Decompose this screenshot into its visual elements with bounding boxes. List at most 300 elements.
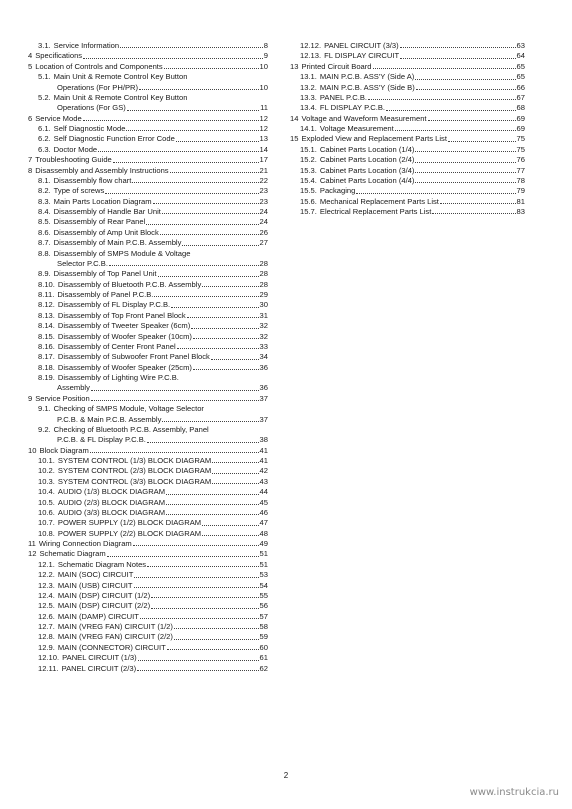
toc-entry-number: 8.10. bbox=[38, 279, 55, 289]
toc-entry[interactable] bbox=[28, 425, 268, 446]
toc-leader-dots bbox=[174, 628, 259, 629]
toc-left-column bbox=[28, 41, 268, 674]
toc-entry[interactable] bbox=[28, 373, 268, 394]
toc-entry-number: 10.6. bbox=[38, 507, 55, 517]
toc-entry-page: 14 bbox=[259, 144, 268, 154]
toc-leader-dots bbox=[202, 525, 258, 526]
toc-entry[interactable] bbox=[290, 176, 525, 186]
toc-entry-page: 41 bbox=[259, 445, 268, 455]
toc-leader-dots bbox=[83, 120, 259, 121]
toc-entry-title: Disassembly of Amp Unit Block bbox=[53, 227, 159, 237]
toc-entry-page: 32 bbox=[259, 331, 268, 341]
toc-entry[interactable] bbox=[28, 290, 268, 300]
toc-leader-dots bbox=[105, 193, 258, 194]
toc-leader-dots bbox=[212, 473, 258, 474]
toc-entry[interactable] bbox=[290, 197, 525, 207]
toc-leader-dots bbox=[211, 359, 259, 360]
toc-entry-page: 22 bbox=[259, 175, 268, 185]
toc-entry-number: 8.15. bbox=[38, 331, 55, 341]
toc-leader-dots bbox=[107, 556, 259, 557]
toc-entry[interactable] bbox=[28, 228, 268, 238]
toc-entry-number: 6.3. bbox=[38, 144, 51, 154]
toc-entry-title: Electrical Replacement Parts List bbox=[319, 207, 432, 216]
page-number: 2 bbox=[283, 771, 289, 780]
toc-entry-title: Printed Circuit Board bbox=[301, 61, 372, 71]
toc-entry-page: 46 bbox=[259, 507, 268, 517]
toc-entry-title: MAIN (DSP) CIRCUIT (1/2) bbox=[57, 590, 151, 600]
toc-entry[interactable] bbox=[290, 83, 525, 93]
toc-leader-dots bbox=[140, 618, 259, 619]
toc-entry-page: 79 bbox=[516, 186, 525, 196]
toc-entry-page: 56 bbox=[259, 601, 268, 611]
toc-entry-number: 15.6. bbox=[300, 196, 317, 206]
toc-entry[interactable] bbox=[290, 103, 525, 113]
toc-leader-dots bbox=[132, 182, 258, 183]
toc-entry-page: 67 bbox=[516, 92, 525, 102]
toc-entry[interactable] bbox=[28, 269, 268, 279]
toc-entry-number: 15.1. bbox=[300, 144, 317, 154]
toc-entry[interactable] bbox=[290, 114, 525, 124]
toc-entry-number: 9 bbox=[28, 393, 33, 403]
toc-entry-page: 77 bbox=[516, 165, 525, 175]
toc-leader-dots bbox=[138, 660, 259, 661]
toc-entry[interactable] bbox=[290, 166, 525, 176]
toc-entry-title-line: Disassembly of Lighting Wire P.C.B. bbox=[57, 373, 179, 382]
toc-leader-dots bbox=[174, 639, 259, 640]
toc-leader-dots bbox=[191, 328, 258, 329]
toc-leader-dots bbox=[212, 483, 258, 484]
toc-entry[interactable] bbox=[28, 487, 268, 497]
toc-entry-number: 12.9. bbox=[38, 642, 55, 652]
toc-leader-dots bbox=[153, 203, 259, 204]
toc-entry[interactable] bbox=[28, 217, 268, 227]
toc-leader-dots bbox=[386, 110, 516, 111]
toc-entry-number: 12.11. bbox=[38, 663, 59, 673]
toc-entry[interactable] bbox=[28, 238, 268, 248]
toc-leader-dots bbox=[415, 151, 515, 152]
toc-entry-title-line: Checking of SMPS Module, Voltage Selector bbox=[53, 404, 204, 414]
toc-entry[interactable] bbox=[28, 41, 268, 51]
toc-leader-dots bbox=[170, 172, 259, 173]
toc-entry-page: 36 bbox=[259, 362, 268, 372]
toc-entry[interactable] bbox=[28, 570, 268, 580]
toc-entry-title: Location of Controls and Components bbox=[35, 61, 163, 71]
toc-leader-dots bbox=[202, 286, 258, 287]
toc-leader-dots bbox=[139, 89, 259, 90]
toc-entry[interactable] bbox=[28, 508, 268, 518]
toc-entry[interactable] bbox=[28, 632, 268, 642]
toc-entry-title: MAIN (CONNECTOR) CIRCUIT bbox=[57, 642, 166, 652]
toc-entry-page: 28 bbox=[259, 258, 268, 268]
toc-entry-page: 51 bbox=[259, 559, 268, 569]
toc-leader-dots bbox=[171, 307, 258, 308]
toc-entry-page: 54 bbox=[259, 580, 268, 590]
toc-entry-title: Voltage Measurement bbox=[319, 124, 394, 133]
toc-entry[interactable] bbox=[28, 93, 268, 114]
toc-entry-page: 37 bbox=[259, 414, 268, 424]
toc-entry-title-line: Checking of Bluetooth P.C.B. Assembly, Panel bbox=[53, 424, 209, 434]
toc-entry-number: 3.1. bbox=[38, 41, 51, 50]
toc-entry[interactable] bbox=[28, 601, 268, 611]
toc-entry[interactable] bbox=[28, 591, 268, 601]
toc-entry-number: 12.5. bbox=[38, 601, 55, 611]
toc-entry-page: 28 bbox=[259, 279, 268, 289]
toc-entry-page: 63 bbox=[516, 41, 525, 50]
toc-entry-number: 13.2. bbox=[300, 82, 317, 92]
toc-entry[interactable] bbox=[28, 62, 268, 72]
toc-entry-page: 61 bbox=[259, 653, 268, 663]
toc-entry-number: 8.4. bbox=[38, 207, 51, 216]
toc-entry[interactable] bbox=[28, 363, 268, 373]
toc-entry-page: 37 bbox=[259, 393, 268, 403]
toc-entry-title: SYSTEM CONTROL (2/3) BLOCK DIAGRAM bbox=[57, 466, 212, 476]
toc-entry[interactable] bbox=[28, 332, 268, 342]
toc-entry-number: 12.4. bbox=[38, 590, 55, 600]
toc-entry[interactable] bbox=[28, 477, 268, 487]
toc-entry-number: 12.3. bbox=[38, 580, 55, 590]
toc-entry[interactable] bbox=[28, 456, 268, 466]
toc-leader-dots bbox=[162, 213, 259, 214]
watermark: www.instrukcia.ru bbox=[469, 787, 559, 798]
toc-entry-number: 8.3. bbox=[38, 196, 51, 206]
toc-leader-dots bbox=[400, 58, 515, 59]
toc-entry-title: Disassembly flow chart bbox=[53, 175, 132, 185]
toc-entry-title: Block Diagram bbox=[39, 445, 89, 455]
toc-entry-title: Disassembly of Panel P.C.B. bbox=[57, 290, 154, 299]
toc-entry-title: Disassembly of FL Display P.C.B. bbox=[57, 300, 171, 310]
toc-entry-title: POWER SUPPLY (1/2) BLOCK DIAGRAM bbox=[57, 518, 202, 528]
toc-entry-number: 12.1. bbox=[38, 559, 55, 569]
toc-entry[interactable] bbox=[28, 560, 268, 570]
toc-entry-page: 62 bbox=[259, 663, 268, 673]
toc-entry-page: 78 bbox=[516, 175, 525, 185]
toc-entry-page: 68 bbox=[516, 103, 525, 113]
toc-entry[interactable] bbox=[290, 207, 525, 217]
toc-leader-dots bbox=[137, 670, 258, 671]
toc-entry-page: 65 bbox=[516, 72, 525, 82]
toc-entry[interactable] bbox=[290, 155, 525, 165]
toc-entry-title: Doctor Mode bbox=[53, 144, 98, 154]
toc-entry-page: 49 bbox=[259, 539, 268, 548]
toc-entry-number: 5.2. bbox=[38, 92, 51, 102]
toc-leader-dots bbox=[158, 276, 259, 277]
toc-entry-page: 28 bbox=[259, 269, 268, 279]
toc-entry[interactable] bbox=[28, 280, 268, 290]
toc-entry-title: Self Diagnostic Mode bbox=[53, 124, 126, 133]
toc-entry-page: 31 bbox=[259, 310, 268, 320]
toc-leader-dots bbox=[193, 338, 259, 339]
toc-entry-page: 34 bbox=[259, 352, 268, 362]
toc-entry-title: Service Position bbox=[35, 393, 90, 403]
toc-entry-title: Type of screws bbox=[53, 186, 105, 196]
toc-leader-dots bbox=[415, 79, 515, 80]
toc-entry-number: 9.2. bbox=[38, 424, 51, 434]
toc-entry-number: 12.10. bbox=[38, 653, 60, 663]
toc-leader-dots bbox=[182, 245, 258, 246]
toc-entry-title-line: Operations (For PH/PR) bbox=[57, 82, 139, 92]
toc-leader-dots bbox=[83, 58, 263, 59]
toc-entry-number: 8.9. bbox=[38, 269, 51, 279]
toc-entry-page: 12 bbox=[259, 113, 268, 123]
toc-entry[interactable] bbox=[290, 124, 525, 134]
toc-leader-dots bbox=[162, 421, 258, 422]
toc-entry[interactable] bbox=[290, 51, 525, 61]
toc-entry[interactable] bbox=[28, 342, 268, 352]
toc-entry[interactable] bbox=[28, 539, 268, 549]
toc-entry-title: SYSTEM CONTROL (1/3) BLOCK DIAGRAM bbox=[57, 456, 212, 465]
toc-entry[interactable] bbox=[28, 352, 268, 362]
toc-entry[interactable] bbox=[28, 249, 268, 270]
toc-entry-title: Voltage and Waveform Measurement bbox=[301, 113, 427, 123]
toc-entry-number: 12.12. bbox=[300, 41, 322, 50]
toc-entry-page: 23 bbox=[259, 196, 268, 206]
toc-leader-dots bbox=[373, 68, 516, 69]
toc-entry-title: PANEL CIRCUIT (3/3) bbox=[324, 41, 399, 50]
toc-entry-page: 47 bbox=[259, 518, 268, 528]
toc-entry-number: 8.6. bbox=[38, 227, 51, 237]
toc-leader-dots bbox=[177, 348, 259, 349]
toc-entry[interactable] bbox=[28, 581, 268, 591]
toc-entry-number: 14.1. bbox=[300, 124, 317, 133]
toc-entry[interactable] bbox=[28, 612, 268, 622]
toc-entry-title: Disassembly of Tweeter Speaker (6cm) bbox=[57, 321, 191, 331]
toc-entry-page: 32 bbox=[259, 321, 268, 331]
toc-entry-title: Specifications bbox=[35, 51, 83, 61]
toc-entry-number: 10.7. bbox=[38, 518, 55, 528]
toc-entry[interactable] bbox=[28, 664, 268, 674]
toc-leader-dots bbox=[151, 597, 258, 598]
toc-entry-number: 8.18. bbox=[38, 362, 55, 372]
toc-leader-dots bbox=[432, 213, 515, 214]
toc-entry-number: 10.5. bbox=[38, 497, 55, 507]
toc-entry-number: 15 bbox=[290, 134, 299, 144]
toc-entry-number: 8.7. bbox=[38, 238, 51, 248]
toc-entry-page: 76 bbox=[516, 155, 525, 165]
toc-entry-number: 8.16. bbox=[38, 341, 55, 351]
toc-leader-dots bbox=[127, 110, 259, 111]
toc-entry-page: 41 bbox=[259, 456, 268, 465]
toc-entry-title: MAIN (DAMP) CIRCUIT bbox=[57, 611, 139, 621]
toc-entry-page: 69 bbox=[516, 113, 525, 123]
toc-entry[interactable] bbox=[28, 622, 268, 632]
toc-entry-title: Disassembly of Top Panel Unit bbox=[53, 269, 157, 279]
toc-entry-number: 14 bbox=[290, 113, 299, 123]
toc-entry-title: Cabinet Parts Location (4/4) bbox=[319, 175, 415, 185]
toc-entry-title: Disassembly and Assembly Instructions bbox=[35, 165, 169, 175]
toc-entry-title: Disassembly of Subwoofer Front Panel Block bbox=[57, 352, 210, 362]
toc-entry-number: 5 bbox=[28, 61, 33, 71]
toc-right-column bbox=[290, 41, 525, 217]
toc-entry-title: Schematic Diagram bbox=[39, 549, 106, 559]
toc-entry[interactable] bbox=[28, 394, 268, 404]
toc-entry-title: MAIN (USB) CIRCUIT bbox=[57, 580, 133, 590]
toc-entry[interactable] bbox=[28, 321, 268, 331]
toc-entry-number: 4 bbox=[28, 51, 33, 61]
toc-entry-title: PANEL P.C.B. bbox=[319, 92, 368, 102]
toc-leader-dots bbox=[202, 535, 258, 536]
toc-entry-title-line: P.C.B. & FL Display P.C.B. bbox=[57, 435, 146, 445]
toc-entry-title: Self Diagnostic Function Error Code bbox=[53, 134, 175, 144]
toc-entry-title: SYSTEM CONTROL (3/3) BLOCK DIAGRAM bbox=[57, 476, 212, 486]
toc-leader-dots bbox=[134, 587, 259, 588]
toc-entry-title: Troubleshooting Guide bbox=[35, 155, 112, 165]
toc-entry[interactable] bbox=[290, 72, 525, 82]
toc-entry-title-line: Main Unit & Remote Control Key Button bbox=[53, 72, 188, 82]
toc-entry[interactable] bbox=[290, 145, 525, 155]
toc-entry-page: 60 bbox=[259, 642, 268, 652]
toc-entry-page: 11 bbox=[260, 103, 268, 113]
toc-entry-title: MAIN (VREG FAN) CIRCUIT (1/2) bbox=[57, 622, 173, 631]
toc-entry-title-line: Assembly bbox=[57, 383, 90, 393]
toc-entry-title: Schematic Diagram Notes bbox=[57, 559, 147, 569]
toc-leader-dots bbox=[440, 203, 516, 204]
toc-entry-number: 10.3. bbox=[38, 476, 55, 486]
toc-entry[interactable] bbox=[28, 404, 268, 425]
toc-entry-title: AUDIO (3/3) BLOCK DIAGRAM bbox=[57, 507, 166, 517]
toc-entry[interactable] bbox=[290, 186, 525, 196]
toc-entry-page: 58 bbox=[259, 622, 268, 631]
toc-entry[interactable] bbox=[28, 446, 268, 456]
toc-entry-number: 13 bbox=[290, 61, 299, 71]
toc-leader-dots bbox=[109, 265, 259, 266]
toc-entry-page: 45 bbox=[259, 497, 268, 507]
toc-entry-title: Disassembly of Woofer Speaker (10cm) bbox=[57, 331, 192, 341]
toc-entry-number: 7 bbox=[28, 155, 33, 165]
toc-entry[interactable] bbox=[28, 186, 268, 196]
toc-entry-page: 44 bbox=[259, 487, 268, 497]
toc-leader-dots bbox=[90, 452, 259, 453]
toc-leader-dots bbox=[166, 494, 258, 495]
toc-entry-number: 8.1. bbox=[38, 175, 51, 185]
toc-entry-title-line: Main Unit & Remote Control Key Button bbox=[53, 92, 188, 102]
toc-leader-dots bbox=[91, 390, 259, 391]
toc-entry-title: Cabinet Parts Location (1/4) bbox=[319, 144, 415, 154]
toc-entry[interactable] bbox=[28, 498, 268, 508]
toc-entry[interactable] bbox=[28, 549, 268, 559]
toc-entry-number: 12.13. bbox=[300, 51, 322, 61]
toc-entry-page: 26 bbox=[259, 227, 268, 237]
toc-entry-title: Cabinet Parts Location (3/4) bbox=[319, 165, 415, 175]
toc-leader-dots bbox=[400, 47, 516, 48]
toc-leader-dots bbox=[212, 462, 258, 463]
toc-entry-page: 27 bbox=[259, 238, 268, 248]
toc-entry-page: 23 bbox=[259, 186, 268, 196]
toc-entry[interactable] bbox=[28, 72, 268, 93]
toc-leader-dots bbox=[395, 130, 516, 131]
toc-entry-page: 9 bbox=[263, 51, 268, 61]
toc-entry-page: 24 bbox=[259, 207, 268, 216]
toc-entry-title-line: Operations (For GS) bbox=[57, 103, 126, 113]
toc-entry-title: MAIN P.C.B. ASS'Y (Side B) bbox=[319, 82, 415, 92]
toc-entry[interactable] bbox=[28, 300, 268, 310]
toc-entry[interactable] bbox=[28, 197, 268, 207]
toc-entry-number: 12.8. bbox=[38, 632, 55, 642]
toc-entry-page: 53 bbox=[259, 570, 268, 580]
toc-entry-title: MAIN (VREG FAN) CIRCUIT (2/2) bbox=[57, 632, 173, 642]
toc-entry[interactable] bbox=[28, 529, 268, 539]
toc-leader-dots bbox=[98, 151, 258, 152]
toc-entry[interactable] bbox=[28, 653, 268, 663]
toc-entry-page: 10 bbox=[259, 82, 268, 92]
toc-entry[interactable] bbox=[290, 93, 525, 103]
toc-leader-dots bbox=[126, 130, 258, 131]
toc-entry-page: 57 bbox=[259, 611, 268, 621]
toc-leader-dots bbox=[151, 608, 258, 609]
toc-entry-number: 13.4. bbox=[300, 103, 317, 113]
toc-entry-title: POWER SUPPLY (2/2) BLOCK DIAGRAM bbox=[57, 528, 202, 538]
toc-entry-title: PANEL CIRCUIT (1/3) bbox=[62, 653, 137, 663]
toc-entry-number: 10.4. bbox=[38, 487, 55, 497]
toc-entry[interactable] bbox=[28, 466, 268, 476]
toc-entry[interactable] bbox=[28, 207, 268, 217]
toc-leader-dots bbox=[160, 234, 259, 235]
toc-entry[interactable] bbox=[28, 176, 268, 186]
toc-entry-number: 15.5. bbox=[300, 186, 317, 196]
toc-entry-page: 13 bbox=[259, 134, 268, 144]
toc-entry-title: Wiring Connection Diagram bbox=[38, 539, 132, 548]
toc-entry-title: FL DISPLAY P.C.B. bbox=[319, 103, 386, 113]
toc-entry-title: Packaging bbox=[319, 186, 356, 196]
toc-entry-title: Main Parts Location Diagram bbox=[53, 196, 152, 206]
toc-entry-page: 43 bbox=[259, 476, 268, 486]
toc-entry[interactable] bbox=[28, 145, 268, 155]
toc-entry[interactable] bbox=[28, 166, 268, 176]
toc-entry-title: Disassembly of Rear Panel bbox=[53, 217, 146, 227]
toc-entry[interactable] bbox=[290, 41, 525, 51]
toc-leader-dots bbox=[176, 141, 259, 142]
toc-entry-number: 8 bbox=[28, 165, 33, 175]
toc-leader-dots bbox=[134, 577, 258, 578]
toc-entry-page: 59 bbox=[259, 632, 268, 642]
toc-entry-number: 10.2. bbox=[38, 466, 55, 476]
toc-entry-page: 17 bbox=[259, 155, 268, 165]
toc-entry[interactable] bbox=[28, 134, 268, 144]
toc-leader-dots bbox=[167, 649, 259, 650]
toc-leader-dots bbox=[146, 224, 258, 225]
toc-entry-page: 29 bbox=[259, 290, 268, 299]
toc-entry-page: 69 bbox=[516, 124, 525, 133]
toc-entry[interactable] bbox=[28, 643, 268, 653]
toc-entry-number: 9.1. bbox=[38, 404, 51, 414]
toc-leader-dots bbox=[187, 317, 259, 318]
toc-entry[interactable] bbox=[290, 62, 525, 72]
toc-entry[interactable] bbox=[28, 155, 268, 165]
toc-entry-page: 10 bbox=[259, 61, 268, 71]
toc-entry-number: 6.1. bbox=[38, 124, 51, 133]
toc-entry-page: 65 bbox=[516, 61, 525, 71]
toc-entry-number: 10 bbox=[28, 445, 37, 455]
toc-entry-number: 8.12. bbox=[38, 300, 55, 310]
toc-entry[interactable] bbox=[28, 51, 268, 61]
toc-entry-title: MAIN P.C.B. ASS'Y (Side A) bbox=[319, 72, 415, 82]
toc-entry-page: 81 bbox=[516, 196, 525, 206]
toc-entry-number: 10.1. bbox=[38, 456, 55, 465]
toc-entry-title: MAIN (SOC) CIRCUIT bbox=[57, 570, 134, 580]
toc-entry-number: 13.1. bbox=[300, 72, 317, 82]
toc-entry[interactable] bbox=[290, 134, 525, 144]
toc-entry-page: 66 bbox=[516, 82, 525, 92]
toc-entry[interactable] bbox=[28, 311, 268, 321]
toc-entry[interactable] bbox=[28, 124, 268, 134]
toc-entry[interactable] bbox=[28, 518, 268, 528]
toc-entry-title: Disassembly of Handle Bar Unit bbox=[53, 207, 161, 216]
toc-entry-number: 12.7. bbox=[38, 622, 55, 631]
toc-entry-page: 36 bbox=[259, 383, 268, 393]
toc-entry-number: 15.4. bbox=[300, 175, 317, 185]
toc-entry-title: Mechanical Replacement Parts List bbox=[319, 196, 439, 206]
toc-entry[interactable] bbox=[28, 114, 268, 124]
toc-leader-dots bbox=[193, 369, 259, 370]
